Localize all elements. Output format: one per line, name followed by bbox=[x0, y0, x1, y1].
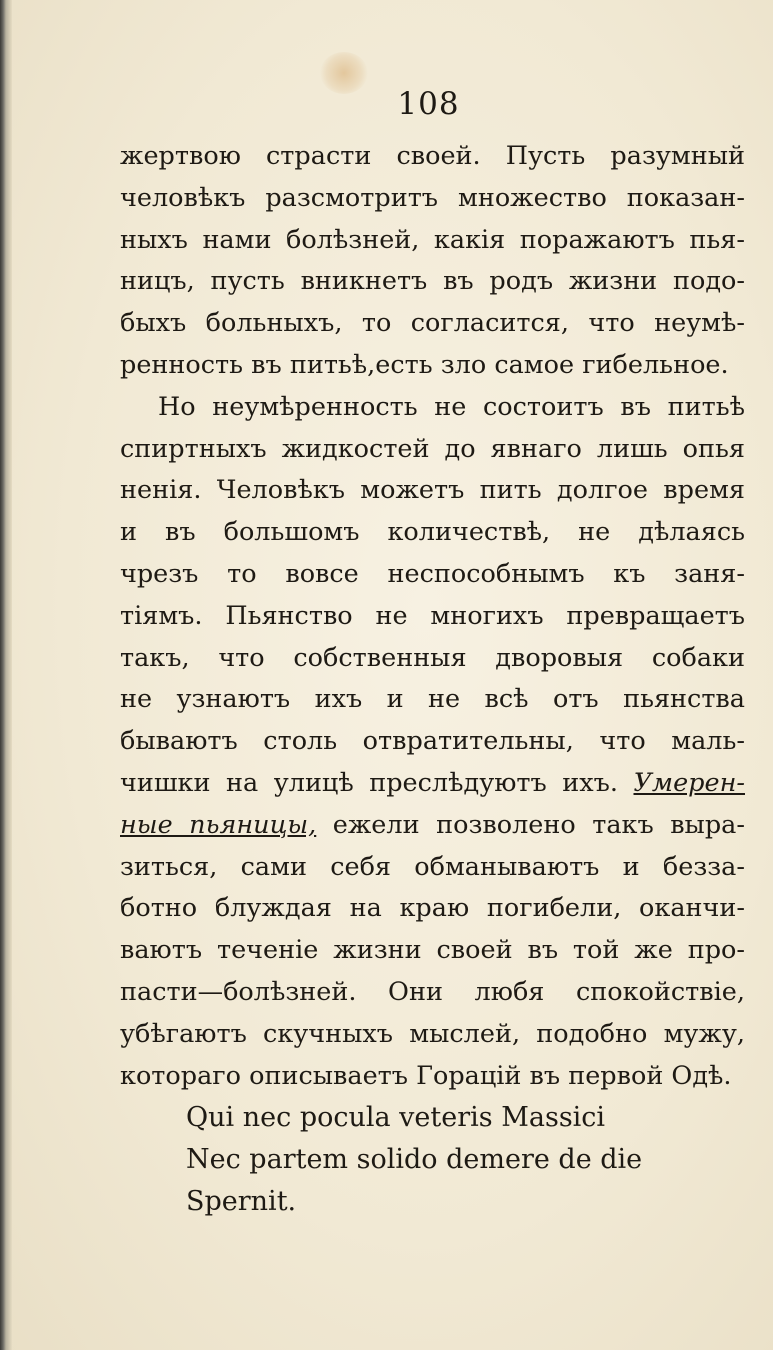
text-segment: ежели позволено такъ выра- bbox=[316, 809, 745, 840]
text-line: котораго описываетъ Горацій въ первой Одѣ. bbox=[120, 1060, 732, 1091]
text-line: ренность въ питьѣ,есть зло самое гибельное. bbox=[120, 349, 729, 380]
page-binding-edge bbox=[0, 0, 12, 1350]
text-line: чрезъ то вовсе неспособнымъ къ заня- bbox=[120, 558, 745, 589]
latin-quote-line: Qui nec pocula veteris Massici bbox=[186, 1102, 606, 1134]
text-line: такъ, что собственныя дворовыя собаки bbox=[120, 642, 745, 673]
text-line: ваютъ теченіе жизни своей въ той же про- bbox=[120, 935, 745, 966]
text-line-with-emphasis bbox=[120, 805, 745, 847]
text-line: ненія. Человѣкъ можетъ пить долгое время bbox=[120, 475, 745, 506]
text-line: бываютъ столь отвратительны, что маль- bbox=[120, 726, 745, 757]
text-line: быхъ больныхъ, то согласится, что неумѣ- bbox=[120, 308, 745, 339]
latin-quote-line: Spernit. bbox=[186, 1185, 297, 1217]
text-line: и въ большомъ количествѣ, не дѣлаясь bbox=[120, 517, 745, 548]
text-line: Но неумѣренность не состоитъ въ питьѣ bbox=[158, 391, 745, 422]
page-number: 108 bbox=[397, 86, 460, 122]
text-line: ботно блуждая на краю погибели, оканчи- bbox=[120, 893, 745, 924]
text-line: убѣгаютъ скучныхъ мыслей, подобно мужу, bbox=[120, 1018, 745, 1049]
emphasized-text: Умерен- bbox=[633, 767, 745, 798]
emphasized-text: ные пьяницы, bbox=[120, 809, 317, 840]
latin-quote-line: Nec partem solido demere de die bbox=[186, 1144, 643, 1176]
text-line: ныхъ нами болѣзней, какія поражаютъ пья- bbox=[120, 224, 745, 255]
text-line: человѣкъ разсмотритъ множество показан- bbox=[120, 182, 745, 213]
text-line: пасти—болѣзней. Они любя спокойствіе, bbox=[120, 976, 745, 1007]
text-line: ницъ, пусть вникнетъ въ родъ жизни подо- bbox=[120, 266, 745, 297]
text-line-with-emphasis bbox=[120, 763, 745, 805]
text-line: зиться, сами себя обманываютъ и безза- bbox=[120, 851, 745, 882]
text-line: жертвою страсти своей. Пусть разумный bbox=[120, 141, 745, 171]
text-line: тіямъ. Пьянство не многихъ превращаетъ bbox=[120, 600, 745, 631]
text-line: не узнаютъ ихъ и не всѣ отъ пьянства bbox=[120, 684, 745, 715]
text-line: спиртныхъ жидкостей до явнаго лишь опья bbox=[120, 433, 745, 464]
body-text bbox=[120, 136, 745, 1223]
text-segment: чишки на улицѣ преслѣдуютъ ихъ. bbox=[120, 767, 618, 798]
